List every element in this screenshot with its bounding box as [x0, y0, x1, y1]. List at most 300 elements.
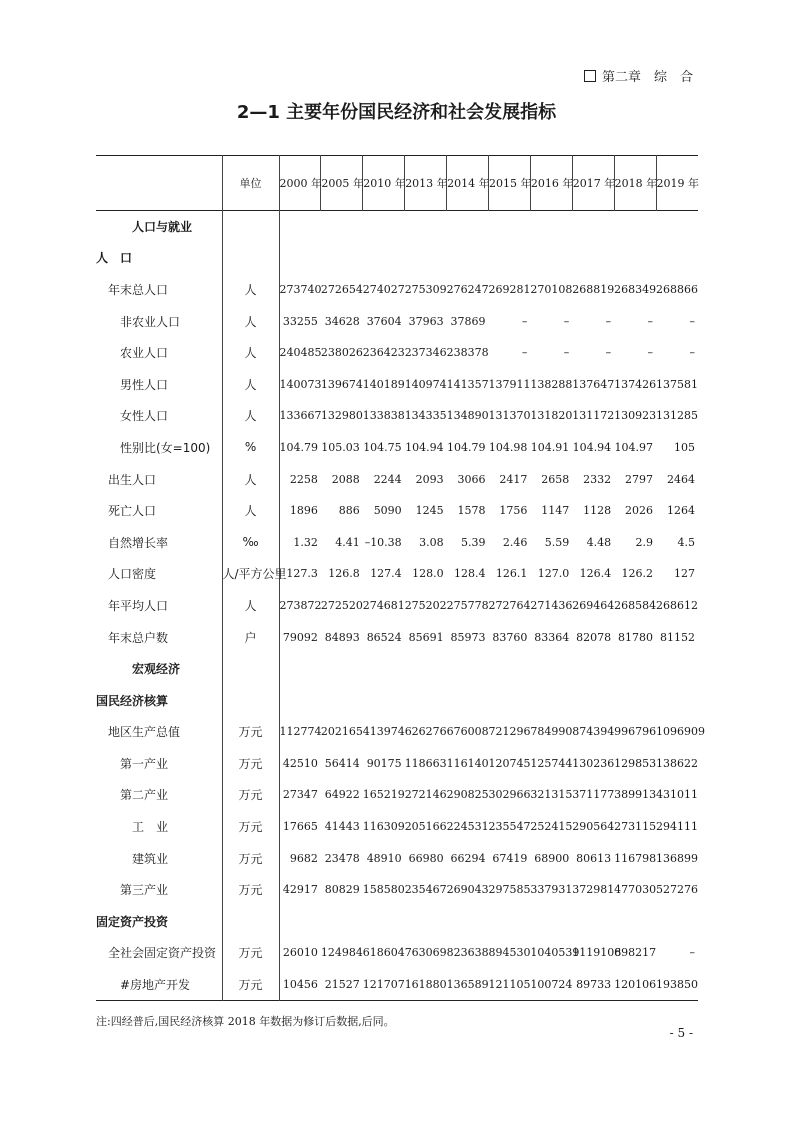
row-value: 26010 — [282, 946, 318, 960]
row-value: 137911 — [488, 377, 531, 391]
row-value — [656, 684, 698, 716]
row-value: 161880 — [404, 977, 447, 991]
row-value: 290564 — [572, 820, 615, 834]
row-value — [405, 653, 447, 685]
row-value: 389913 — [614, 788, 657, 802]
row-value: 268349 — [614, 282, 657, 296]
row-value: 105 — [674, 440, 695, 454]
row-value: 302966 — [488, 788, 531, 802]
row-value: 79092 — [282, 630, 318, 644]
section-row — [96, 906, 698, 938]
row-value: 2244 — [373, 472, 402, 486]
row-label: 年末总户数 — [108, 630, 169, 645]
row-value: 116309 — [362, 820, 405, 834]
section-row — [96, 242, 698, 274]
row-value: 477030 — [614, 883, 657, 897]
row-label: 全社会固定资产投资 — [108, 946, 217, 961]
row-value: 4.5 — [677, 535, 695, 549]
row-value: 104.79 — [279, 440, 319, 454]
row-value — [656, 906, 698, 938]
row-value: 48910 — [366, 851, 402, 865]
table-row — [96, 842, 698, 874]
row-value: 2258 — [289, 472, 318, 486]
row-value — [488, 242, 530, 274]
row-value — [447, 653, 489, 685]
row-label: 年平均人口 — [108, 598, 169, 613]
section-row — [96, 653, 698, 685]
row-value: 5.59 — [544, 535, 570, 549]
row-value — [656, 653, 698, 685]
row-unit — [222, 211, 279, 243]
row-value: 140189 — [362, 377, 405, 391]
row-value: 273872 — [279, 598, 322, 612]
table-row — [96, 874, 698, 906]
chapter-title: 第二章 综 合 — [601, 70, 693, 85]
table-row — [96, 969, 698, 1001]
row-unit: 万元 — [222, 937, 279, 969]
row-value: 1756 — [499, 504, 528, 518]
row-value: 294111 — [656, 820, 699, 834]
row-unit: 人 — [222, 305, 279, 337]
row-value: 2417 — [499, 472, 528, 486]
row-unit: ‰ — [222, 526, 279, 558]
row-value: 86524 — [366, 630, 402, 644]
row-value — [614, 242, 656, 274]
row-unit: 人 — [222, 495, 279, 527]
row-value: 134335 — [404, 409, 447, 423]
row-label: 女性人口 — [120, 409, 169, 424]
row-label: 人 口 — [96, 251, 133, 266]
row-value: 104.91 — [530, 440, 570, 454]
row-value: 129853 — [614, 756, 657, 770]
row-value: 34628 — [324, 314, 360, 328]
row-label: 宏观经济 — [132, 662, 181, 677]
header-blank — [96, 156, 222, 211]
row-unit: 人 — [222, 337, 279, 369]
row-value: 886 — [338, 504, 360, 518]
row-value: 83364 — [534, 630, 570, 644]
row-value: 874394 — [572, 725, 615, 739]
row-value: 121105 — [488, 977, 531, 991]
row-value: – — [563, 314, 570, 328]
row-value: 112774 — [279, 725, 322, 739]
row-label: 建筑业 — [132, 851, 169, 866]
row-value: 269464 — [572, 598, 615, 612]
row-value: 1245 — [415, 504, 444, 518]
row-value: 82078 — [576, 630, 612, 644]
row-value — [488, 653, 530, 685]
row-value: 80613 — [576, 851, 612, 865]
row-value: 37604 — [366, 314, 402, 328]
row-value — [572, 242, 614, 274]
row-unit: 人 — [222, 590, 279, 622]
row-value: 235467 — [404, 883, 447, 897]
table-row — [96, 748, 698, 780]
row-label: 第二产业 — [120, 788, 169, 803]
row-value: –10.38 — [364, 535, 402, 549]
row-value: 89733 — [576, 977, 612, 991]
header-year: 2013 年 — [405, 156, 447, 211]
row-value: 698217 — [614, 946, 657, 960]
row-value: 165219 — [362, 788, 405, 802]
header-year: 2000 年 — [279, 156, 321, 211]
row-value: 37869 — [450, 314, 486, 328]
row-value: 140073 — [279, 377, 322, 391]
row-value: 2026 — [625, 504, 654, 518]
row-label: 地区生产总值 — [108, 725, 181, 740]
row-value: 127 — [674, 567, 695, 581]
row-value: 127.0 — [537, 567, 570, 581]
row-value — [572, 684, 614, 716]
row-value: 138622 — [656, 756, 699, 770]
table-row — [96, 337, 698, 369]
row-value: 21527 — [324, 977, 360, 991]
table-row — [96, 400, 698, 432]
row-value: 10456 — [282, 977, 318, 991]
row-value: 2.46 — [502, 535, 528, 549]
table-row — [96, 432, 698, 464]
row-value: 337931 — [530, 883, 573, 897]
footnote: 注:四经普后,国民经济核算 2018 年数据为修订后数据,后同。 — [96, 1015, 395, 1028]
row-value: 274681 — [362, 598, 405, 612]
row-value — [405, 242, 447, 274]
row-value: 137581 — [656, 377, 699, 391]
row-value — [405, 211, 447, 243]
row-value: 269043 — [446, 883, 489, 897]
row-value: 133838 — [362, 409, 405, 423]
row-value: 240485 — [279, 346, 322, 360]
row-value: 116798 — [614, 851, 657, 865]
table-row — [96, 526, 698, 558]
row-value: 126.1 — [495, 567, 528, 581]
table-row — [96, 274, 698, 306]
row-value: 1578 — [457, 504, 486, 518]
row-unit: 人 — [222, 400, 279, 432]
row-value: 271436 — [530, 598, 573, 612]
header-year: 2016 年 — [530, 156, 572, 211]
row-value: – — [647, 346, 654, 360]
row-value: 128.4 — [453, 567, 486, 581]
row-value: 66980 — [408, 851, 444, 865]
row-label: 第三产业 — [120, 883, 169, 898]
row-value: 158580 — [362, 883, 405, 897]
row-value: 23478 — [324, 851, 360, 865]
row-value: 276247 — [446, 282, 489, 296]
row-value: 321315 — [530, 788, 573, 802]
row-value — [447, 242, 489, 274]
table-row — [96, 558, 698, 590]
row-value — [321, 684, 363, 716]
row-value — [572, 653, 614, 685]
row-value: 237346 — [404, 346, 447, 360]
table-row — [96, 716, 698, 748]
row-label: 男性人口 — [120, 377, 169, 392]
row-value: 42917 — [282, 883, 318, 897]
row-value: 3066 — [457, 472, 486, 486]
row-unit: 人/平方公里 — [222, 558, 279, 590]
row-unit: 万元 — [222, 779, 279, 811]
row-label: 年末总人口 — [108, 282, 169, 297]
row-value: 120745 — [488, 756, 531, 770]
row-value: 137647 — [572, 377, 615, 391]
row-value — [530, 906, 572, 938]
header-year: 2019 年 — [656, 156, 698, 211]
page-title: 2—1 主要年份国民经济和社会发展指标 — [236, 102, 557, 123]
row-value: 85691 — [408, 630, 444, 644]
row-value: 784990 — [530, 725, 573, 739]
row-value: 272520 — [320, 598, 363, 612]
row-value — [363, 906, 405, 938]
row-value: 1040539 — [530, 946, 580, 960]
row-value: 104.94 — [405, 440, 444, 454]
row-label: 国民经济核算 — [96, 693, 169, 708]
row-value: 1147 — [541, 504, 570, 518]
row-value: 224531 — [446, 820, 489, 834]
section-row — [96, 211, 698, 243]
table-body — [96, 211, 706, 1001]
row-unit: 万元 — [222, 716, 279, 748]
row-value: 235547 — [488, 820, 531, 834]
row-value: 1128 — [583, 504, 612, 518]
row-value: – — [521, 314, 528, 328]
row-value: 618604 — [362, 946, 405, 960]
row-value: 80829 — [324, 883, 360, 897]
row-value: 290825 — [446, 788, 489, 802]
row-value: 56414 — [324, 756, 360, 770]
row-value: 202165 — [320, 725, 363, 739]
row-value: 127.3 — [286, 567, 318, 581]
row-value: – — [521, 346, 528, 360]
row-value: 268866 — [656, 282, 699, 296]
row-value — [363, 211, 405, 243]
row-value — [614, 211, 656, 243]
row-value: 894530 — [488, 946, 531, 960]
row-value: 105.03 — [321, 440, 360, 454]
header-unit: 单位 — [222, 156, 279, 211]
row-value: 134890 — [446, 409, 489, 423]
table-row — [96, 463, 698, 495]
table-row — [96, 495, 698, 527]
table-header-row — [96, 156, 698, 211]
table-row — [96, 590, 698, 622]
row-value — [488, 906, 530, 938]
row-value: 131172 — [572, 409, 615, 423]
row-value — [447, 906, 489, 938]
row-value: 252415 — [530, 820, 573, 834]
row-value — [279, 906, 321, 938]
row-value: 116140 — [446, 756, 489, 770]
row-value: 126.2 — [621, 567, 654, 581]
row-value — [321, 653, 363, 685]
row-value: 823638 — [446, 946, 489, 960]
row-value: 272764 — [488, 598, 531, 612]
row-value: 238378 — [446, 346, 489, 360]
row-value: 270108 — [530, 282, 573, 296]
row-value: 268584 — [614, 598, 657, 612]
row-unit: 万元 — [222, 874, 279, 906]
row-value: 274027 — [362, 282, 405, 296]
row-value: 275778 — [446, 598, 489, 612]
header-year: 2010 年 — [363, 156, 405, 211]
row-value: 1264 — [667, 504, 695, 518]
row-value: 3.08 — [419, 535, 444, 549]
row-value: 128.0 — [412, 567, 444, 581]
row-value — [488, 211, 530, 243]
header-year: 2015 年 — [488, 156, 530, 211]
row-value: 33255 — [282, 314, 318, 328]
row-value: 721296 — [488, 725, 531, 739]
row-value: 133667 — [279, 409, 322, 423]
row-value: 136899 — [656, 851, 699, 865]
checkbox-square-icon — [584, 70, 596, 82]
row-unit: 人 — [222, 463, 279, 495]
row-label: 工 业 — [132, 820, 169, 835]
row-value: 4.48 — [586, 535, 612, 549]
row-value: 137426 — [614, 377, 657, 391]
row-value: 2093 — [415, 472, 444, 486]
row-value: 66294 — [450, 851, 486, 865]
row-value — [447, 684, 489, 716]
row-value — [530, 684, 572, 716]
row-value: 527276 — [656, 883, 699, 897]
row-value: 9682 — [289, 851, 318, 865]
table-row — [96, 811, 698, 843]
row-value: 2464 — [667, 472, 695, 486]
row-value — [405, 684, 447, 716]
row-value: 763069 — [404, 946, 447, 960]
row-value: 372981 — [572, 883, 615, 897]
row-value: 272654 — [320, 282, 363, 296]
row-value: 1119108 — [572, 946, 622, 960]
row-value: 5.39 — [460, 535, 486, 549]
row-value: 2332 — [583, 472, 612, 486]
row-value: 139674 — [320, 377, 363, 391]
row-value: 268819 — [572, 282, 615, 296]
row-value: 104.94 — [572, 440, 612, 454]
row-value: 273740 — [279, 282, 322, 296]
table-row — [96, 621, 698, 653]
row-unit — [222, 653, 279, 685]
row-value — [530, 211, 572, 243]
row-value: 676008 — [446, 725, 489, 739]
row-value: 42510 — [282, 756, 318, 770]
row-value: 141357 — [446, 377, 489, 391]
table-row — [96, 937, 698, 969]
row-value: 67419 — [492, 851, 528, 865]
row-value — [405, 906, 447, 938]
row-value: 27347 — [282, 788, 318, 802]
row-value: 121707 — [362, 977, 405, 991]
row-value: 138288 — [530, 377, 573, 391]
row-value — [530, 653, 572, 685]
row-label: 出生人口 — [108, 472, 157, 487]
row-value: 193850 — [656, 977, 699, 991]
table-row — [96, 368, 698, 400]
row-value: 17665 — [282, 820, 318, 834]
row-value: 371177 — [572, 788, 615, 802]
row-label: 农业人口 — [120, 346, 169, 361]
row-value: 81780 — [618, 630, 654, 644]
row-value: 1096909 — [656, 725, 706, 739]
row-value — [614, 653, 656, 685]
row-value — [363, 242, 405, 274]
row-value: 238026 — [320, 346, 363, 360]
row-value: 125744 — [530, 756, 573, 770]
page-number: - 5 - — [669, 1026, 693, 1040]
row-unit: 户 — [222, 621, 279, 653]
row-value — [321, 906, 363, 938]
row-value — [488, 684, 530, 716]
row-value: 104.79 — [446, 440, 486, 454]
row-unit: 人 — [222, 368, 279, 400]
row-value: 120106 — [614, 977, 657, 991]
row-value — [321, 211, 363, 243]
row-value: – — [689, 346, 695, 360]
row-value: 41443 — [324, 820, 360, 834]
row-label: 自然增长率 — [108, 535, 169, 550]
row-value: 64922 — [324, 788, 360, 802]
row-value: 83760 — [492, 630, 528, 644]
row-value: 5090 — [373, 504, 402, 518]
row-value: 269281 — [488, 282, 531, 296]
row-value: – — [563, 346, 570, 360]
row-value: 81152 — [660, 630, 695, 644]
row-value: 126.4 — [579, 567, 612, 581]
row-value: 2.9 — [635, 535, 654, 549]
row-value: 100724 — [530, 977, 573, 991]
section-row — [96, 684, 698, 716]
row-value: 130923 — [614, 409, 657, 423]
row-unit: % — [222, 432, 279, 464]
row-value — [572, 906, 614, 938]
row-value: 130236 — [572, 756, 615, 770]
row-value: 4.41 — [335, 535, 360, 549]
row-value: – — [689, 314, 695, 328]
row-value — [614, 906, 656, 938]
row-value: 131820 — [530, 409, 573, 423]
row-unit — [222, 684, 279, 716]
row-value: – — [605, 346, 612, 360]
row-value: 431011 — [656, 788, 699, 802]
row-value: 104.98 — [488, 440, 528, 454]
row-label: 非农业人口 — [120, 314, 181, 329]
row-value: 104.75 — [363, 440, 402, 454]
row-value — [447, 211, 489, 243]
row-value: 131285 — [656, 409, 699, 423]
row-label: 性别比(女=100) — [120, 440, 211, 455]
header-year: 2018 年 — [614, 156, 656, 211]
row-value — [321, 242, 363, 274]
row-unit: 万元 — [222, 842, 279, 874]
chapter-header — [584, 66, 693, 85]
row-value: 273115 — [614, 820, 657, 834]
row-value: 132980 — [320, 409, 363, 423]
row-unit — [222, 906, 279, 938]
row-unit: 人 — [222, 274, 279, 306]
row-value: 272146 — [404, 788, 447, 802]
row-value: 2658 — [541, 472, 570, 486]
row-value: 131370 — [488, 409, 531, 423]
row-value — [279, 684, 321, 716]
row-value: 2088 — [331, 472, 360, 486]
row-value — [530, 242, 572, 274]
header-year: 2005 年 — [321, 156, 363, 211]
row-unit: 万元 — [222, 748, 279, 780]
row-value: 413974 — [362, 725, 405, 739]
row-value — [656, 242, 698, 274]
row-value: 90175 — [366, 756, 402, 770]
row-value: 275309 — [404, 282, 447, 296]
